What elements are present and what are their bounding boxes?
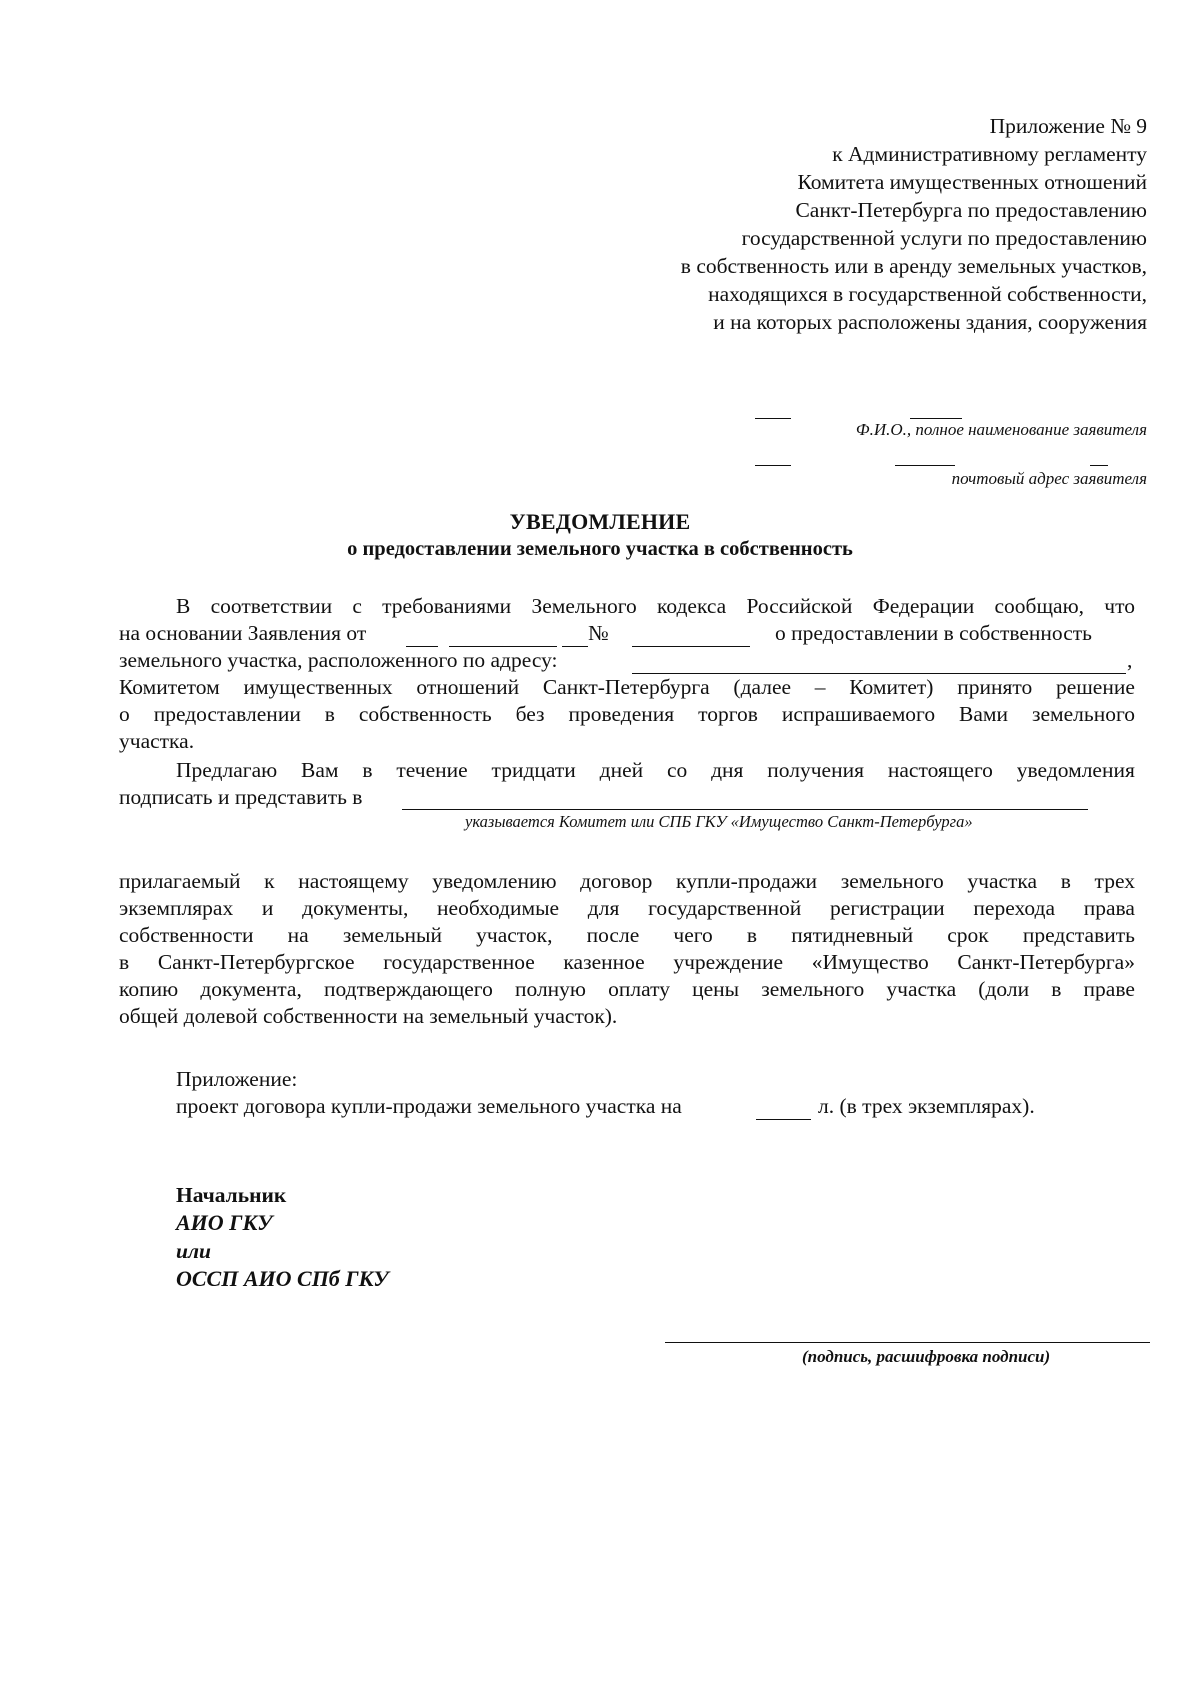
- word: проведения: [568, 702, 675, 726]
- word: в: [362, 758, 373, 782]
- paragraph-text: участка.: [119, 729, 195, 753]
- word: в: [119, 950, 130, 974]
- word: чего: [673, 923, 713, 947]
- signatory-title: Начальник: [176, 1183, 287, 1207]
- word: с: [352, 594, 362, 618]
- applicant-address-line: [755, 465, 791, 466]
- signatory-org-alt: ОССП АИО СПб ГКУ: [176, 1266, 389, 1291]
- header-line: в собственность или в аренду земельных участков,: [680, 254, 1147, 278]
- number-sign: №: [588, 621, 609, 645]
- word: получения: [767, 758, 865, 782]
- paragraph-line: [119, 976, 1135, 1003]
- word: и: [261, 896, 274, 920]
- word: Комитетом: [119, 675, 220, 699]
- header-line: и на которых расположены здания, сооружения: [713, 310, 1147, 334]
- applicant-address-caption: почтовый адрес заявителя: [951, 469, 1147, 488]
- word: участка: [886, 977, 957, 1001]
- word: о: [119, 702, 130, 726]
- word: тридцати: [491, 758, 576, 782]
- paragraph-line: [119, 895, 1135, 922]
- word: учреждение: [673, 950, 784, 974]
- word: Санкт-Петербурга»: [957, 950, 1135, 974]
- word: что: [1104, 594, 1135, 618]
- word: договор: [580, 869, 653, 893]
- authority-field-line: [402, 809, 1088, 810]
- signature-caption: (подпись, расшифровка подписи): [802, 1347, 1051, 1366]
- word: земельного: [1031, 702, 1135, 726]
- word: земельный: [342, 923, 443, 947]
- appendix-header: [681, 112, 1147, 336]
- word: соответствии: [210, 594, 333, 618]
- word: подтверждающего: [324, 977, 493, 1001]
- header-line: Санкт-Петербурга по предоставлению: [795, 198, 1147, 222]
- word: (далее: [733, 675, 792, 699]
- word: уведомления: [1016, 758, 1135, 782]
- word: Санкт-Петербургское: [157, 950, 355, 974]
- word: Вами: [959, 702, 1009, 726]
- word: государственной: [648, 896, 802, 920]
- word: для: [587, 896, 620, 920]
- word: (доли: [978, 977, 1030, 1001]
- header-line: к Административному регламенту: [832, 142, 1147, 166]
- word: в: [1060, 869, 1071, 893]
- paragraph-text: о предоставлении в собственность: [775, 621, 1092, 645]
- word: отношений: [416, 675, 520, 699]
- word: торгов: [698, 702, 758, 726]
- word: настоящему: [298, 869, 409, 893]
- paragraph-line: [119, 949, 1135, 976]
- word: документа,: [200, 977, 302, 1001]
- word: кодекса: [657, 594, 727, 618]
- applicant-name-line: [755, 418, 791, 419]
- word: государственное: [383, 950, 535, 974]
- word: прилагаемый: [119, 869, 241, 893]
- word: собственности: [119, 923, 254, 947]
- word: представить: [1022, 923, 1135, 947]
- word: настоящего: [887, 758, 993, 782]
- paragraph-line: [119, 674, 1135, 701]
- comma: ,: [1127, 648, 1133, 672]
- word: экземплярах: [119, 896, 234, 920]
- word: испрашиваемого: [781, 702, 936, 726]
- word: –: [814, 675, 826, 699]
- word: права: [1083, 896, 1135, 920]
- word: к: [264, 869, 275, 893]
- word: цены: [692, 977, 740, 1001]
- word: дня: [711, 758, 744, 782]
- word: «Имущество: [811, 950, 929, 974]
- applicant-name-line: [910, 418, 962, 419]
- word: со: [666, 758, 688, 782]
- word: перехода: [973, 896, 1055, 920]
- word: участка: [967, 869, 1038, 893]
- word: купли-продажи: [676, 869, 818, 893]
- word: копию: [119, 977, 179, 1001]
- word: земельного: [761, 977, 865, 1001]
- word: без: [515, 702, 545, 726]
- header-line: Комитета имущественных отношений: [797, 170, 1147, 194]
- word: дней: [599, 758, 644, 782]
- paragraph-text: общей долевой собственности на земельный участок).: [119, 1004, 618, 1028]
- paragraph-line: [119, 868, 1135, 895]
- word: земельного: [840, 869, 944, 893]
- paragraph-line: [119, 922, 1135, 949]
- paragraph-line: [176, 593, 1135, 620]
- word: решение: [1055, 675, 1135, 699]
- signature-line: [665, 1342, 1150, 1343]
- word: в: [746, 923, 758, 947]
- word: праве: [1083, 977, 1135, 1001]
- word: требованиями: [382, 594, 512, 618]
- word: предоставлении: [153, 702, 301, 726]
- sheets-field-line: [756, 1119, 811, 1120]
- paragraph-line: [176, 757, 1135, 784]
- word: казенное: [563, 950, 645, 974]
- word: Санкт-Петербурга: [542, 675, 710, 699]
- paragraph-line: [119, 701, 1135, 728]
- word: Комитет): [849, 675, 934, 699]
- word: Предлагаю: [176, 758, 278, 782]
- word: Федерации: [872, 594, 975, 618]
- attachment-label: Приложение:: [176, 1067, 298, 1091]
- applicant-address-line: [1090, 465, 1108, 466]
- word: необходимые: [437, 896, 560, 920]
- date-field-line: [562, 646, 588, 647]
- authority-caption: указывается Комитет или СПБ ГКУ «Имущество Санкт-Петербурга»: [465, 812, 973, 831]
- word: Вам: [301, 758, 339, 782]
- word: Российской: [746, 594, 853, 618]
- word: участок,: [476, 923, 553, 947]
- document-subtitle: о предоставлении земельного участка в собственность: [347, 538, 853, 560]
- paragraph-text: земельного участка, расположенного по адресу:: [119, 648, 558, 672]
- header-line: Приложение № 9: [989, 114, 1147, 138]
- signatory-org: АИО ГКУ: [176, 1210, 273, 1235]
- word: в: [324, 702, 335, 726]
- document-title: УВЕДОМЛЕНИЕ: [509, 509, 691, 534]
- word: принято: [957, 675, 1033, 699]
- number-field-line: [632, 646, 750, 647]
- signatory-or: или: [176, 1239, 211, 1263]
- attachment-text: проект договора купли-продажи земельного участка на: [176, 1094, 682, 1118]
- word: в: [1051, 977, 1062, 1001]
- paragraph-text: подписать и представить в: [119, 785, 363, 809]
- word: трех: [1094, 869, 1135, 893]
- word: Земельного: [531, 594, 637, 618]
- word: оплату: [608, 977, 670, 1001]
- word: на: [287, 923, 309, 947]
- attachment-text: л. (в трех экземплярах).: [818, 1094, 1035, 1118]
- applicant-name-caption: Ф.И.О., полное наименование заявителя: [855, 420, 1147, 439]
- word: течение: [396, 758, 468, 782]
- word: срок: [947, 923, 989, 947]
- paragraph-text: на основании Заявления от: [119, 621, 367, 645]
- header-line: государственной услуги по предоставлению: [741, 226, 1147, 250]
- word: сообщаю,: [994, 594, 1085, 618]
- word: собственность: [358, 702, 492, 726]
- word: после: [586, 923, 640, 947]
- header-line: находящихся в государственной собственности,: [708, 282, 1147, 306]
- word: имущественных: [243, 675, 393, 699]
- word: В: [176, 594, 191, 618]
- word: полную: [514, 977, 586, 1001]
- word: пятидневный: [791, 923, 914, 947]
- word: уведомлению: [432, 869, 557, 893]
- applicant-address-line: [895, 465, 955, 466]
- word: регистрации: [830, 896, 945, 920]
- word: документы,: [302, 896, 409, 920]
